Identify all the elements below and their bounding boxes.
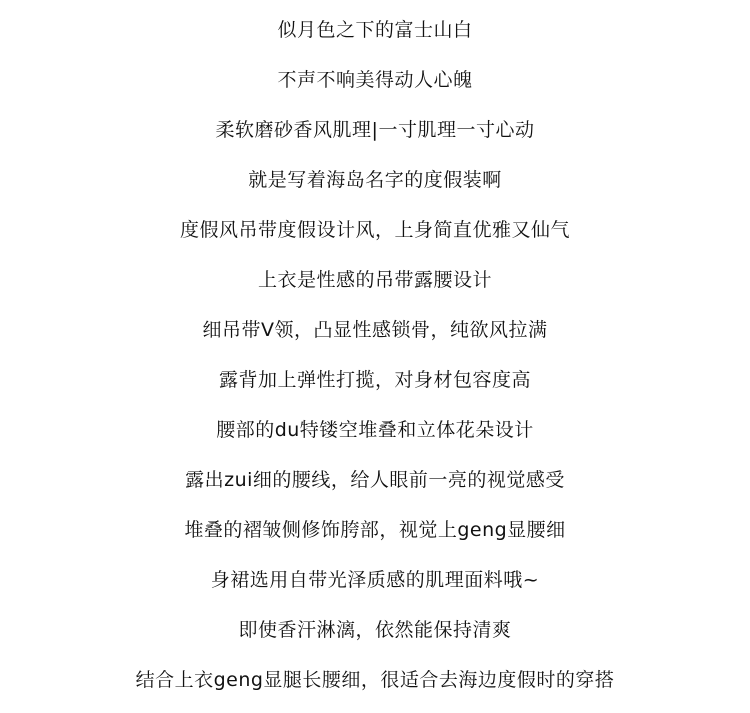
text-line: 露出zui细的腰线，给人眼前一亮的视觉感受 [185,469,565,491]
text-line: 似月色之下的富士山白 [277,19,473,41]
text-line: 身裙选用自带光泽质感的肌理面料哦~ [210,569,540,591]
text-line: 上衣是性感的吊带露腰设计 [257,269,492,291]
text-line: 露背加上弹性打揽，对身材包容度高 [218,369,531,391]
text-line: 结合上衣geng显腿长腰细，很适合去海边度假时的穿搭 [135,669,615,691]
text-line: 即使香汗淋漓，依然能保持清爽 [238,619,512,641]
text-line: 堆叠的褶皱侧修饰胯部，视觉上geng显腰细 [184,519,566,541]
text-line: 细吊带V领，凸显性感锁骨，纯欲风拉满 [202,319,548,341]
text-line: 就是写着海岛名字的度假装啊 [248,169,502,191]
text-line: 不声不响美得动人心魄 [277,69,473,91]
text-line: 度假风吊带度假设计风，上身简直优雅又仙气 [179,219,570,241]
text-line: 腰部的du特镂空堆叠和立体花朵设计 [216,419,534,441]
text-line: 柔软磨砂香风肌理|一寸肌理一寸心动 [215,119,535,141]
